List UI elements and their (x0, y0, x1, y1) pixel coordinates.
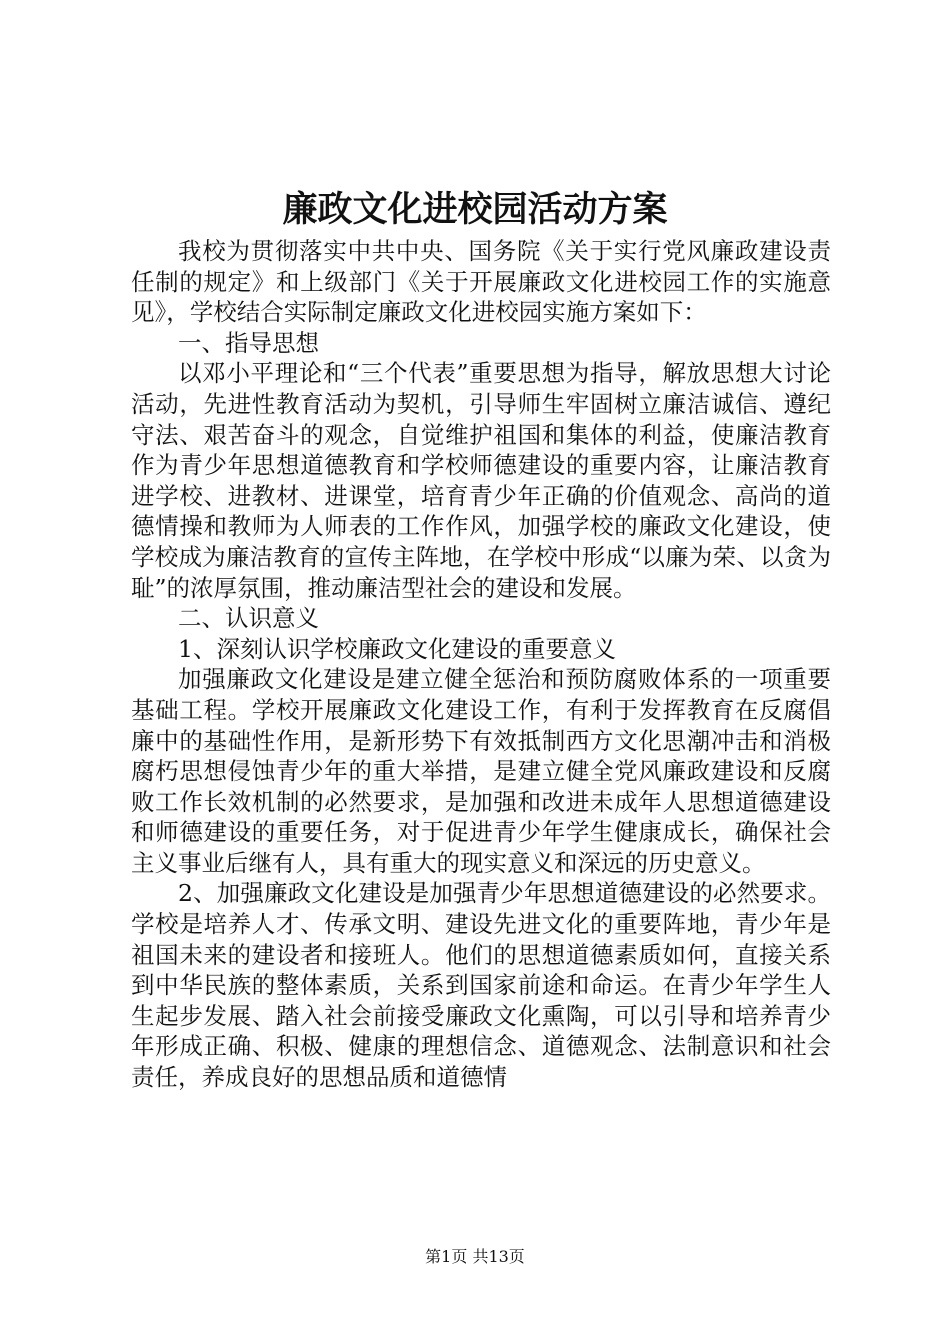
youth-morality-paragraph: 2、加强廉政文化建设是加强青少年思想道德建设的必然要求。学校是培养人才、传承文明、建设先进文化的重要阵地，青少年是祖国未来的建设者和接班人。他们的思想道德素质如何，直接关系到中华民族的整体素质，关系到国家前途和命运。在青少年学生人生起步发展、踏入社会前接受廉政文化熏陶，可以引导和培养青少年形成正确、积极、健康的理想信念、道德观念、法制意识和社会责任，养成良好的思想品质和道德情 (131, 879, 831, 1092)
importance-paragraph: 加强廉政文化建设是建立健全惩治和预防腐败体系的一项重要基础工程。学校开展廉政文化建设工作，有利于发挥教育在反腐倡廉中的基础性作用，是新形势下有效抵制西方文化思潮冲击和消极腐朽思想侵蚀青少年的重大举措，是建立健全党风廉政建设和反腐败工作长效机制的必然要求，是加强和改进未成年人思想道德建设和师德建设的重要任务，对于促进青少年学生健康成长，确保社会主义事业后继有人，具有重大的现实意义和深远的历史意义。 (131, 665, 831, 877)
subheading-importance: 1、深刻认识学校廉政文化建设的重要意义 (178, 634, 616, 663)
section-heading-significance: 二、认识意义 (178, 604, 319, 633)
guiding-ideology-paragraph: 以邓小平理论和“三个代表”重要思想为指导，解放思想大讨论活动，先进性教育活动为契机，引导师生牢固树立廉洁诚信、遵纪守法、艰苦奋斗的观念，自觉维护祖国和集体的利益，使廉洁教育作为青少年思想道德教育和学校师德建设的重要内容，让廉洁教育进学校、进教材、进课堂，培育青少年正确的价值观念、高尚的道德情操和教师为人师表的工作作风，加强学校的廉政文化建设，使学校成为廉洁教育的宣传主阵地，在学校中形成“以廉为荣、以贪为耻”的浓厚氛围，推动廉洁型社会的建设和发展。 (131, 359, 831, 602)
intro-paragraph: 我校为贯彻落实中共中央、国务院《关于实行党风廉政建设责任制的规定》和上级部门《关于开展廉政文化进校园工作的实施意见》，学校结合实际制定廉政文化进校园实施方案如下： (131, 237, 831, 327)
document-body (131, 236, 831, 1093)
document-title: 廉政文化进校园活动方案 (282, 189, 668, 230)
page-number-footer: 第1页 共13页 (425, 1247, 525, 1266)
section-heading-guiding-ideology: 一、指导思想 (178, 328, 319, 357)
